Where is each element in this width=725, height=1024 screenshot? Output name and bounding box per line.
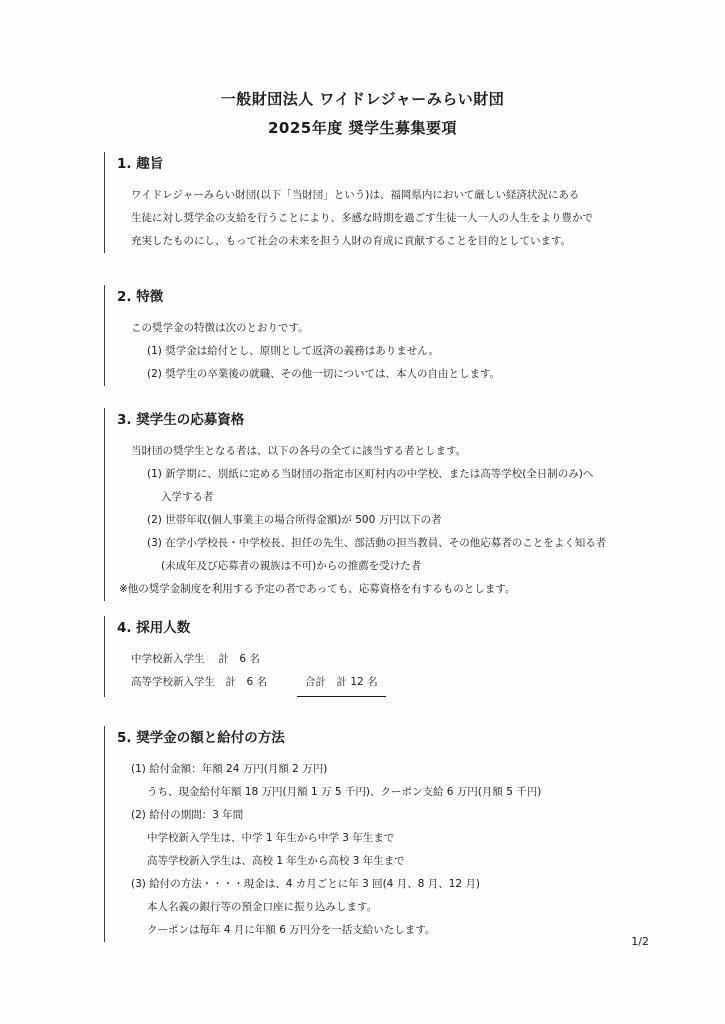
section-recruitment: [104, 616, 679, 697]
note: ※他の奨学金制度を利用する予定の者であっても、応募資格を有するものとします。: [119, 583, 516, 595]
list-item: (2) 世帯年収(個人事業主の場合所得金額)が 500 万円以下の者: [147, 514, 442, 526]
section-heading: 3. 奨学生の応募資格: [117, 412, 245, 428]
paragraph-line: この奨学金の特徴は次のとおりです。: [131, 322, 309, 334]
paragraph-line: ワイドレジャーみらい財団(以下「当財団」という)は、福岡県内において厳しい経済状況にある: [131, 189, 580, 201]
list-item: (2) 給付の期間：3 年間: [131, 809, 244, 821]
list-item-continued: (未成年及び応募者の親族は不可)からの推薦を受けた者: [161, 560, 422, 572]
section-features: [104, 285, 679, 386]
section-payment: [104, 726, 679, 942]
document-title: 2025年度 奨学生募集要項: [268, 119, 457, 137]
list-item: (1) 新学期に、別紙に定める当財団の指定市区町村内の中学校、または高等学校(全日制のみ)へ: [147, 468, 594, 480]
section-heading: 1. 趣旨: [117, 156, 164, 172]
paragraph-line: 充実したものにし、もって社会の未来を担う人財の育成に貢献することを目的としています。: [131, 235, 572, 247]
section-heading: 2. 特徴: [117, 289, 164, 305]
senior-count: 高等学校新入学生 計 6 名: [131, 676, 268, 688]
section-purpose: [104, 152, 679, 253]
list-item-detail: 高等学校新入学生は、高校 1 年生から高校 3 年生まで: [147, 855, 405, 867]
junior-count: 中学校新入学生 計 6 名: [131, 653, 260, 665]
list-item: (3) 給付の方法・・・・現金は、4 カ月ごとに年 3 回(4 月、8 月、12 月): [131, 878, 481, 890]
list-item-detail: クーポンは毎年 4 月に年額 6 万円分を一括支給いたします。: [147, 924, 436, 936]
list-item-detail: 中学校新入学生は、中学 1 年生から中学 3 年生まで: [147, 832, 395, 844]
list-item: (3) 在学小学校長・中学校長、担任の先生、部活動の担当教員、その他応募者のことをよく知る者: [147, 537, 607, 549]
section-heading: 4. 採用人数: [117, 620, 191, 636]
section-eligibility: [104, 408, 679, 601]
organization-title: 一般財団法人 ワイドレジャーみらい財団: [220, 90, 505, 108]
list-item: (2) 奨学生の卒業後の就職、その他一切については、本人の自由とします。: [147, 368, 501, 380]
paragraph-line: 当財団の奨学生となる者は、以下の各号の全てに該当する者とします。: [131, 445, 467, 457]
list-item: (1) 給付金額：年額 24 万円(月額 2 万円): [131, 763, 328, 775]
list-item-detail: うち、現金給付年額 18 万円(月額 1 万 5 千円)、クーポン支給 6 万円(月額 5 千円): [147, 786, 542, 798]
list-item-detail: 本人名義の銀行等の預金口座に振り込みします。: [147, 901, 378, 913]
section-heading: 5. 奨学金の額と給付の方法: [117, 730, 285, 746]
page-number: 1/2: [631, 935, 649, 948]
paragraph-line: 生徒に対し奨学金の支給を行うことにより、多感な時期を過ごす生徒一人一人の人生をより豊かで: [131, 212, 593, 224]
list-item-continued: 入学する者: [161, 491, 214, 503]
list-item: (1) 奨学金は給付とし、原則として返済の義務はありません。: [147, 345, 439, 357]
total-count: 合計 計 12 名: [297, 671, 386, 697]
